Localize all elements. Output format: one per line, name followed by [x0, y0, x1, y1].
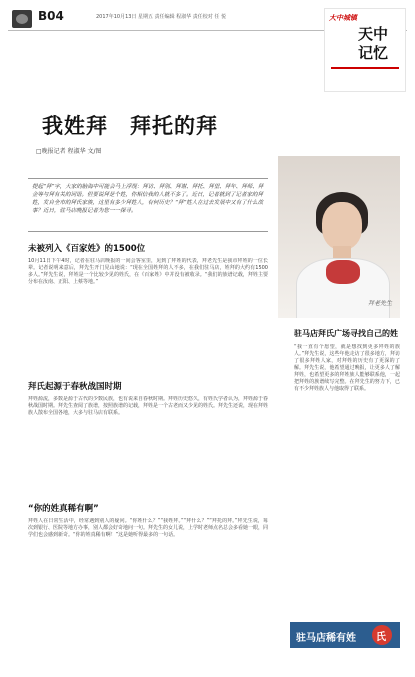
photo-caption: 拜老先生 [368, 300, 393, 307]
brand-column-title: 天中记忆 [357, 25, 388, 62]
section-heading: 未被列入《百家姓》的1500位 [28, 244, 146, 254]
article-byline: □晚报记者 程淑华 文/图 [36, 148, 102, 155]
newspaper-logo-icon [12, 10, 32, 28]
section-heading: 驻马店拜氏广场寻找自己的姓 [294, 329, 398, 338]
footer-banner-text: 驻马店稀有姓 [296, 633, 356, 644]
section-body: “我一直有个愿望，就是想找到更多拜姓的族人。”拜先生说，这些年他走访了很多地方，拜访了很多拜姓人家，对拜姓的历史有了更深的了解。拜先生说，他希望通过晚报，让更多人了解拜姓，也希望更多的拜姓族人能够联系他，一起把拜姓的族谱续写完整。在拜先生的努力下，已有不少拜姓族人与他取得了联系。 [294, 344, 400, 392]
section-body: 10月11日下午4时，记者在驻马店晚报的一间会客室里，见到了拜姓的代表，拜老先生是我市拜姓的一位长辈。记者说明来意后，拜先生开门见山地说：“现在全国姓拜的人不多，在我们驻马店，姓拜的大约有1500多人。”拜先生说，拜姓是一个比较少见的姓氏，在《百家姓》中并没有被收录。“我们的族谱记载，拜姓主要分布在汝南、正阳、上蔡等地。” [28, 258, 268, 285]
brand-divider [331, 67, 399, 69]
footer-banner [290, 622, 400, 648]
column-brand [324, 8, 406, 92]
portrait-photo [278, 156, 400, 318]
brand-section-label: 大中城镇 [329, 14, 357, 22]
issue-meta: 2017年10月13日 星期五 责任编辑 程淑华 责任校对 任 悦 [96, 14, 226, 20]
section-body: 拜姓源流，多数是源于古代的少数民族，也有说来自春秋时期。拜姓历史悠久，有姓氏学者认为，拜姓源于春秋战国时期。拜先生查阅了族谱，按照族谱的记载，拜姓是一个古老而又少见的姓氏。拜先生还说，现在拜姓族人散布全国各地，大多与驻马店有联系。 [28, 396, 268, 416]
footer-stamp-icon [372, 625, 392, 645]
intro-text: 提起“拜”字，大家的脑海中可能会马上浮现：拜访、拜别、拜谢、拜托、拜望、拜年、拜师、拜金等与拜有关的词语。但要说拜是个姓，你相信我的人就不多了。近日，记者就到了记者家的拜姓，发自全市的拜氏家族，这里有多少拜姓人，有何历史？“拜”姓人在过去发展中又有了什么故事？近日，驻马店晚报记者为您一一探寻。 [32, 184, 264, 214]
section-heading: “你的姓真稀有啊” [28, 504, 99, 514]
article-title: 我姓拜 拜托的拜 [42, 114, 218, 138]
page-number: B04 [38, 9, 64, 23]
stamp-text: 氏 [376, 632, 386, 643]
section-body: 拜姓人在日常生活中，经常遇到别人的疑问。“你姓什么？”“我姓拜。”“拜什么？”“拜托的拜。”拜先生说，每次到银行、医院等地方办事，别人都会好奇地问一句。拜先生的女儿说，上学时老师点名总会多看她一眼，同学们也会感到新奇。“你的姓真稀有啊！”这是她听得最多的一句话。 [28, 518, 268, 538]
newspaper-page [8, 6, 407, 666]
section-heading: 拜氏起源于春秋战国时期 [28, 382, 122, 392]
article-intro [28, 178, 268, 232]
